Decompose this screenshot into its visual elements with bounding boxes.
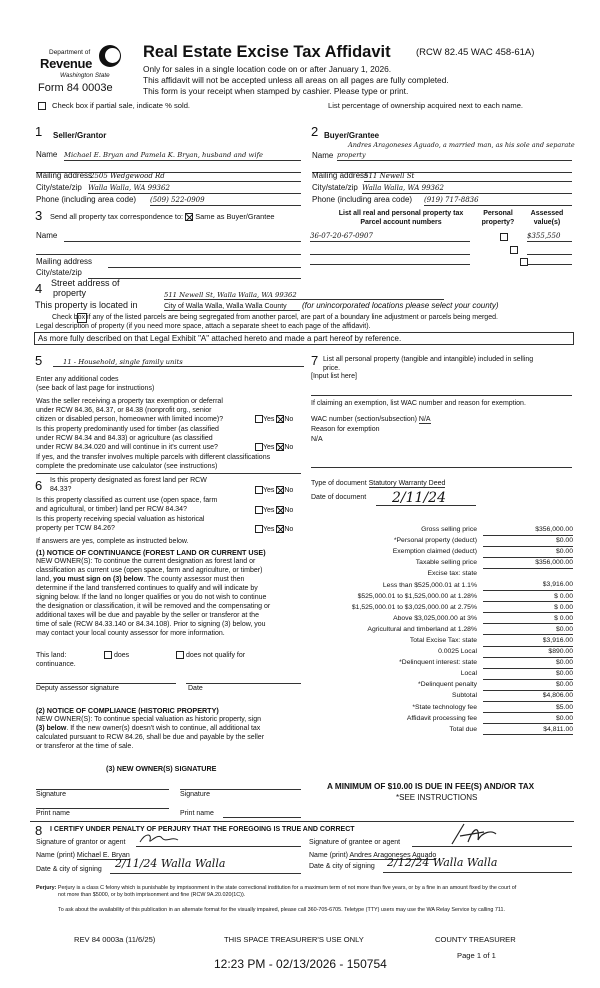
buyer-name-label: Name [312,151,334,160]
tax-row-label: Total Excise Tax: state [409,636,477,644]
sec3-text: Send all property tax correspondence to: Same as Buyer/Grantee [50,212,275,221]
doc-date-field[interactable]: 2/11/24 [376,490,476,506]
tax-row-value[interactable] [483,568,573,579]
sec6-q3: Is this property receiving special valuation as historical property per TCW 84.26? [36,516,205,532]
grantor-signature[interactable] [136,830,301,847]
buyer-title: Buyer/Grantee [324,131,380,140]
notice-3-title: (3) NEW OWNER(S) SIGNATURE [106,764,217,773]
does-option: does [104,651,129,659]
grantor-name-field[interactable]: Michael E. Bryan [76,852,130,859]
assessed-field-1[interactable]: $355,550 [527,231,572,242]
wac-field[interactable]: N/A [418,416,431,423]
sec5-q2: Is this property predominantly used for timber (as classified under RCW 84.34 and 84.33) or agriculture (as classified under RCW 84.34.020 and will continue in it's current use? [36,426,219,451]
section-8-number: 8 [35,823,43,838]
owner-print-label-2: Print name [180,810,214,817]
tax-row-label: Less than $525,000.01 at 1.1% [382,581,477,589]
assessed-header: Assessed value(s) [530,210,564,226]
logo-icon [99,45,121,67]
sec5-q2-options: Yes No [255,443,293,451]
tax-row-value[interactable]: $3,916.00 [483,579,573,590]
tax-row [311,668,573,679]
reason-label: Reason for exemption [311,426,380,433]
tax-row-label: Gross selling price [421,526,477,534]
tax-row [311,646,573,657]
sec5-q1: Was the seller receiving a property tax exemption or deferral under RCW 84.36, 84.37, or 84.38 (nonprofit org., senior citizen or disabled person, homeowner with limited income)? [36,398,224,423]
tax-row [311,713,573,724]
located-label: This property is located in [35,300,138,310]
tax-row-label: Total due [449,725,477,733]
tax-calculation-table [311,524,573,735]
grantor-name-label: Name (print) Michael E. Bryan [36,852,130,859]
tax-row-value[interactable]: $0.00 [483,657,573,668]
tax-row [311,602,573,613]
doc-type-label: Type of document Statutory Warranty Deed [311,480,446,487]
form-code: (RCW 82.45 WAC 458-61A) [416,47,535,58]
tax-row-value[interactable]: $5.00 [483,702,573,713]
perjury-note: Perjury: Perjury is a class C felony which is punishable by imprisonment in the state correctional institution for a maximum term of not more than five years, or by a fine in an amount fixed by the court of not more than $5000, or by both imprisonment and fine (RCW 9A.20.020(1C)). [36,885,517,898]
section-3-number: 3 [35,208,43,223]
tax-row-label: Taxable selling price [415,559,477,567]
tax-row [311,568,573,579]
grantee-sig-label: Signature of grantee or agent [309,839,401,846]
legal-description-field[interactable]: As more fully described on that Legal Exhibit "A" attached hereto and made a part hereof by reference. [34,332,574,345]
see-instructions: *SEE INSTRUCTIONS [396,793,478,802]
section-4-number: 4 [35,281,43,296]
does-not-option: does not qualify for [176,651,245,659]
sec3-name-field[interactable] [64,231,301,242]
sec7-text: List all personal property (tangible and intangible) included in selling price. [323,356,534,372]
tax-row-label: Excise tax: state [427,570,477,578]
buyer-name-field[interactable]: property [337,150,572,161]
buyer-city-label: City/state/zip [312,183,358,192]
tax-row [311,635,573,646]
owner-print-label-1: Print name [36,810,70,817]
tax-row-value[interactable]: $0.00 [483,668,573,679]
answers-note: If answers are yes, complete as instructed below. [36,538,189,545]
seller-mail-label: Mailing address [36,171,93,180]
grantor-sig-label: Signature of grantor or agent [36,839,126,846]
grantee-date-field[interactable]: 2/12/24 Walla Walla [383,856,572,873]
tax-row-value[interactable]: $ 0.00 [483,602,573,613]
tax-row [311,613,573,624]
tax-row-label: Subtotal [452,692,477,700]
tax-row-label: Exemption claimed (deduct) [392,548,477,556]
sec5-q1-options: Yes No [255,415,293,423]
tax-row-label: Above $3,025,000.00 at 3% [393,614,477,622]
cashier-stamp: 12:23 PM - 02/13/2026 - 150754 [214,957,387,971]
reason-value[interactable]: N/A [311,436,323,443]
tax-row-value[interactable]: $4,806.00 [483,690,573,701]
seller-name-field[interactable]: Michael E. Bryan and Pamela K. Bryan, husband and wife [64,150,301,161]
buyer-mail-field[interactable]: 511 Newell St [364,171,572,182]
notice-2-text: NEW OWNER(S): To continue special valuation as historic property, sign (3) below. If the new owner(s) doesn't wish to continue, all additional tax calculated pursuant to RCW 84.26, shall be due and payable by the seller or transferor at the time of sale. [36,716,265,750]
location-select[interactable]: City of Walla Walla, Walla Walla County [164,301,300,311]
dept-label: Department of [49,49,91,56]
tax-row [311,702,573,713]
tax-row-value[interactable]: $ 0.00 [483,613,573,624]
legal-label: Legal description of property (if you need more space, attach a separate sheet to each page of the affidavit). [36,323,371,330]
tax-row-value[interactable]: $356,000.00 [483,524,573,535]
historic-no-checkbox[interactable] [276,525,284,533]
doc-date-label: Date of document [311,494,367,501]
tax-row [311,657,573,668]
partial-sale-checkbox[interactable] [38,102,46,110]
personal-checkbox-1[interactable] [500,233,508,241]
current-use-no-checkbox[interactable] [276,506,284,514]
section-2-number: 2 [311,124,319,139]
q2-yes-checkbox[interactable] [255,443,263,451]
treasurer-use: THIS SPACE TREASURER'S USE ONLY [224,935,364,944]
buyer-name-line1: Andres Aragoneses Aguado, a married man, as his sole and separate [348,141,575,149]
parcel-field-1[interactable]: 36-07-20-67-0907 [310,231,470,242]
owner-sig-label-1: Signature [36,791,66,798]
tax-row [311,579,573,590]
parcel-header: List all real and personal property tax Parcel account numbers [338,210,464,226]
q1-yes-checkbox[interactable] [255,415,263,423]
tax-row-value[interactable]: $0.00 [483,624,573,635]
tax-row [311,679,573,690]
tax-row [311,624,573,635]
forest-yes-checkbox[interactable] [255,486,263,494]
doc-type-field[interactable]: Statutory Warranty Deed [368,480,446,487]
tax-row-label: *Delinquent interest: state [399,659,477,667]
tax-row-value[interactable]: $356,000.00 [483,557,573,568]
buyer-mail-label: Mailing address [312,171,369,180]
grantee-signature-mark [412,822,572,847]
sec6-q2-options: Yes No [255,506,293,514]
form-title: Real Estate Excise Tax Affidavit [143,43,391,61]
tax-row [311,557,573,568]
tax-row-value[interactable]: $ 0.00 [483,591,573,602]
same-as-buyer-checkbox[interactable] [185,213,193,221]
tax-row [311,690,573,701]
grantee-name-label: Name (print) Andres Aragoneses Aguado [309,852,437,859]
q2-no-checkbox[interactable] [276,443,284,451]
forest-no-checkbox[interactable] [276,486,284,494]
codes-label: Enter any additional codes (see back of last page for instructions) [36,376,155,392]
tax-row-value[interactable]: $0.00 [483,546,573,557]
personal-header: Personal property? [481,210,515,226]
revenue-logo: Revenue [40,56,93,71]
notice-1-title: (1) NOTICE OF CONTINUANCE (FOREST LAND OR CURRENT USE) [36,548,266,557]
tax-row-value[interactable]: $0.00 [483,713,573,724]
availability-note: To ask about the availability of this publication in an alternate format for the visually impaired, please call 360-705-6705. Teletype (TTY) users may use the WA Relay Service by calling 711. [58,907,505,913]
tax-row-label: Agricultural and timberland at 1.28% [367,625,477,633]
section-5-number: 5 [35,353,43,368]
section-1-number: 1 [35,124,43,139]
street-label: Street address of property [51,278,120,298]
segregated-label: Check box if any of the listed parcels are being segregated from another parcel, are part of a boundary line adjustment or parcels being merged. [52,314,498,321]
grantee-date-label: Date & city of signing [309,863,375,870]
tax-row-label: *Personal property (deduct) [393,537,477,545]
tax-row-value[interactable]: $0.00 [483,535,573,546]
form-number: Form 84 0003e [38,82,113,94]
deputy-sig-label: Deputy assessor signature [36,685,119,692]
grantee-name-field[interactable]: Andres Aragoneses Aguado [349,852,437,859]
deputy-date-label: Date [188,685,203,692]
minimum-due-note: A MINIMUM OF $10.00 IS DUE IN FEE(S) AND/OR TAX [327,782,535,791]
partial-sale-label: Check box if partial sale, indicate % sold. [52,101,191,110]
tax-row [311,591,573,602]
does-qualify-checkbox[interactable] [104,651,112,659]
tax-row-label: $525,000.01 to $1,525,000.00 at 1.28% [357,592,477,600]
tax-row [311,524,573,535]
grantee-signature[interactable] [412,822,572,847]
note-2: This affidavit will not be accepted unless all areas on all pages are fully completed. [143,75,449,85]
tax-row [311,724,573,735]
rev-number: REV 84 0003a (11/6/25) [74,935,156,944]
tax-row-value[interactable]: $4,811.00 [483,724,573,735]
seller-title: Seller/Grantor [53,131,107,140]
notice-1-text: NEW OWNER(S): To continue the current designation as forest land or classification as current use (open space, farm and agriculture, or timber) land, you must sign on (3) below. The county assessor must then determine if the land transferred continues to qualify and will indicate by signing below. If the land no longer qualifies or you do not wish to continue the designation or classification, it will be removed and the compensating or additional taxes will be due and payable by the seller or transferor at the time of sale (RCW 84.33.140 or 84.34.108). Prior to signing (3) below, you may contact your local county assessor for more information. [36,558,271,637]
tax-row-label: 0.0025 Local [438,648,477,656]
seller-phone-field[interactable]: (509) 522-0909 [150,195,301,206]
sec3-name-label: Name [36,231,58,240]
tax-row-label: $1,525,000.01 to $3,025,000.00 at 2.75% [351,603,477,611]
sec3-city-label: City/state/zip [36,268,82,277]
certify-text: I CERTIFY UNDER PENALTY OF PERJURY THAT THE FOREGOING IS TRUE AND CORRECT [50,826,355,833]
sec5-q3: If yes, and the transfer involves multiple parcels with different classifications complete the predominate use calculator (see instructions) [36,454,271,470]
tax-row-value[interactable]: $890.00 [483,646,573,657]
county-treasurer: COUNTY TREASURER [435,935,516,944]
sec3-mail-field[interactable] [108,257,301,268]
tax-row-value[interactable]: $0.00 [483,679,573,690]
does-not-qualify-checkbox[interactable] [176,651,184,659]
street-field[interactable]: 511 Newell St, Walla Walla, WA 99362 [164,290,444,300]
notice-2-title: (2) NOTICE OF COMPLIANCE (HISTORIC PROPERTY) [36,706,219,715]
tax-row [311,535,573,546]
state-label: Washington State [60,72,110,79]
grantor-signature-mark [136,830,296,847]
tax-row-label: *State technology fee [412,703,477,711]
sec6-q1: Is this property designated as forest land per RCW 84.33? [50,477,207,493]
owner-sig-label-2: Signature [180,791,210,798]
ownership-note: List percentage of ownership acquired next to each name. [328,101,524,110]
buyer-city-field[interactable]: Walla Walla, WA 99362 [362,183,572,194]
this-land-label: This land: continuance. [36,652,76,668]
tax-row-label: Local [460,670,477,678]
seller-name-label: Name [36,150,58,159]
note-1: Only for sales in a single location code on or after January 1, 2026. [143,64,392,74]
buyer-phone-field[interactable]: (919) 717-8836 [424,195,572,206]
seller-city-label: City/state/zip [36,183,82,192]
tax-row-label: *Delinquent penalty [418,681,477,689]
current-use-yes-checkbox[interactable] [255,506,263,514]
section-7-number: 7 [311,353,319,368]
uninc-note: (for unincorporated locations please select your county) [302,301,499,310]
tax-row-label: Affidavit processing fee [406,714,477,722]
section-6-number: 6 [35,478,43,493]
grantor-date-label: Date & city of signing [36,866,102,873]
sec6-q1-options: Yes No [255,486,293,494]
page-number: Page 1 of 1 [457,951,496,960]
personal-checkbox-2[interactable] [510,246,518,254]
historic-yes-checkbox[interactable] [255,525,263,533]
grantor-date-field[interactable]: 2/11/24 Walla Walla [110,857,301,874]
wac-label: WAC number (section/subsection) N/A [311,416,431,423]
seller-city-field[interactable]: Walla Walla, WA 99362 [88,183,301,194]
sec3-mail-label: Mailing address [36,257,93,266]
note-3: This form is your receipt when stamped by cashier. Please type or print. [143,86,409,96]
tax-row-value[interactable]: $3,916.00 [483,635,573,646]
claim-label: If claiming an exemption, list WAC number and reason for exemption. [311,400,526,407]
personal-list-input[interactable]: [Input list here] [311,373,357,380]
seller-phone-label: Phone (including area code) [36,195,137,204]
seller-mail-field[interactable]: 2505 Wedgewood Rd [90,171,301,182]
tax-row [311,546,573,557]
land-use-code[interactable]: 11 - Household, single family units [53,357,304,367]
q1-no-checkbox[interactable] [276,415,284,423]
sec6-q3-options: Yes No [255,525,293,533]
sec6-q2: Is this property classified as current use (open space, farm and agricultural, or timber) land per RCW 84.34? [36,497,218,513]
buyer-phone-label: Phone (including area code) [312,195,413,204]
